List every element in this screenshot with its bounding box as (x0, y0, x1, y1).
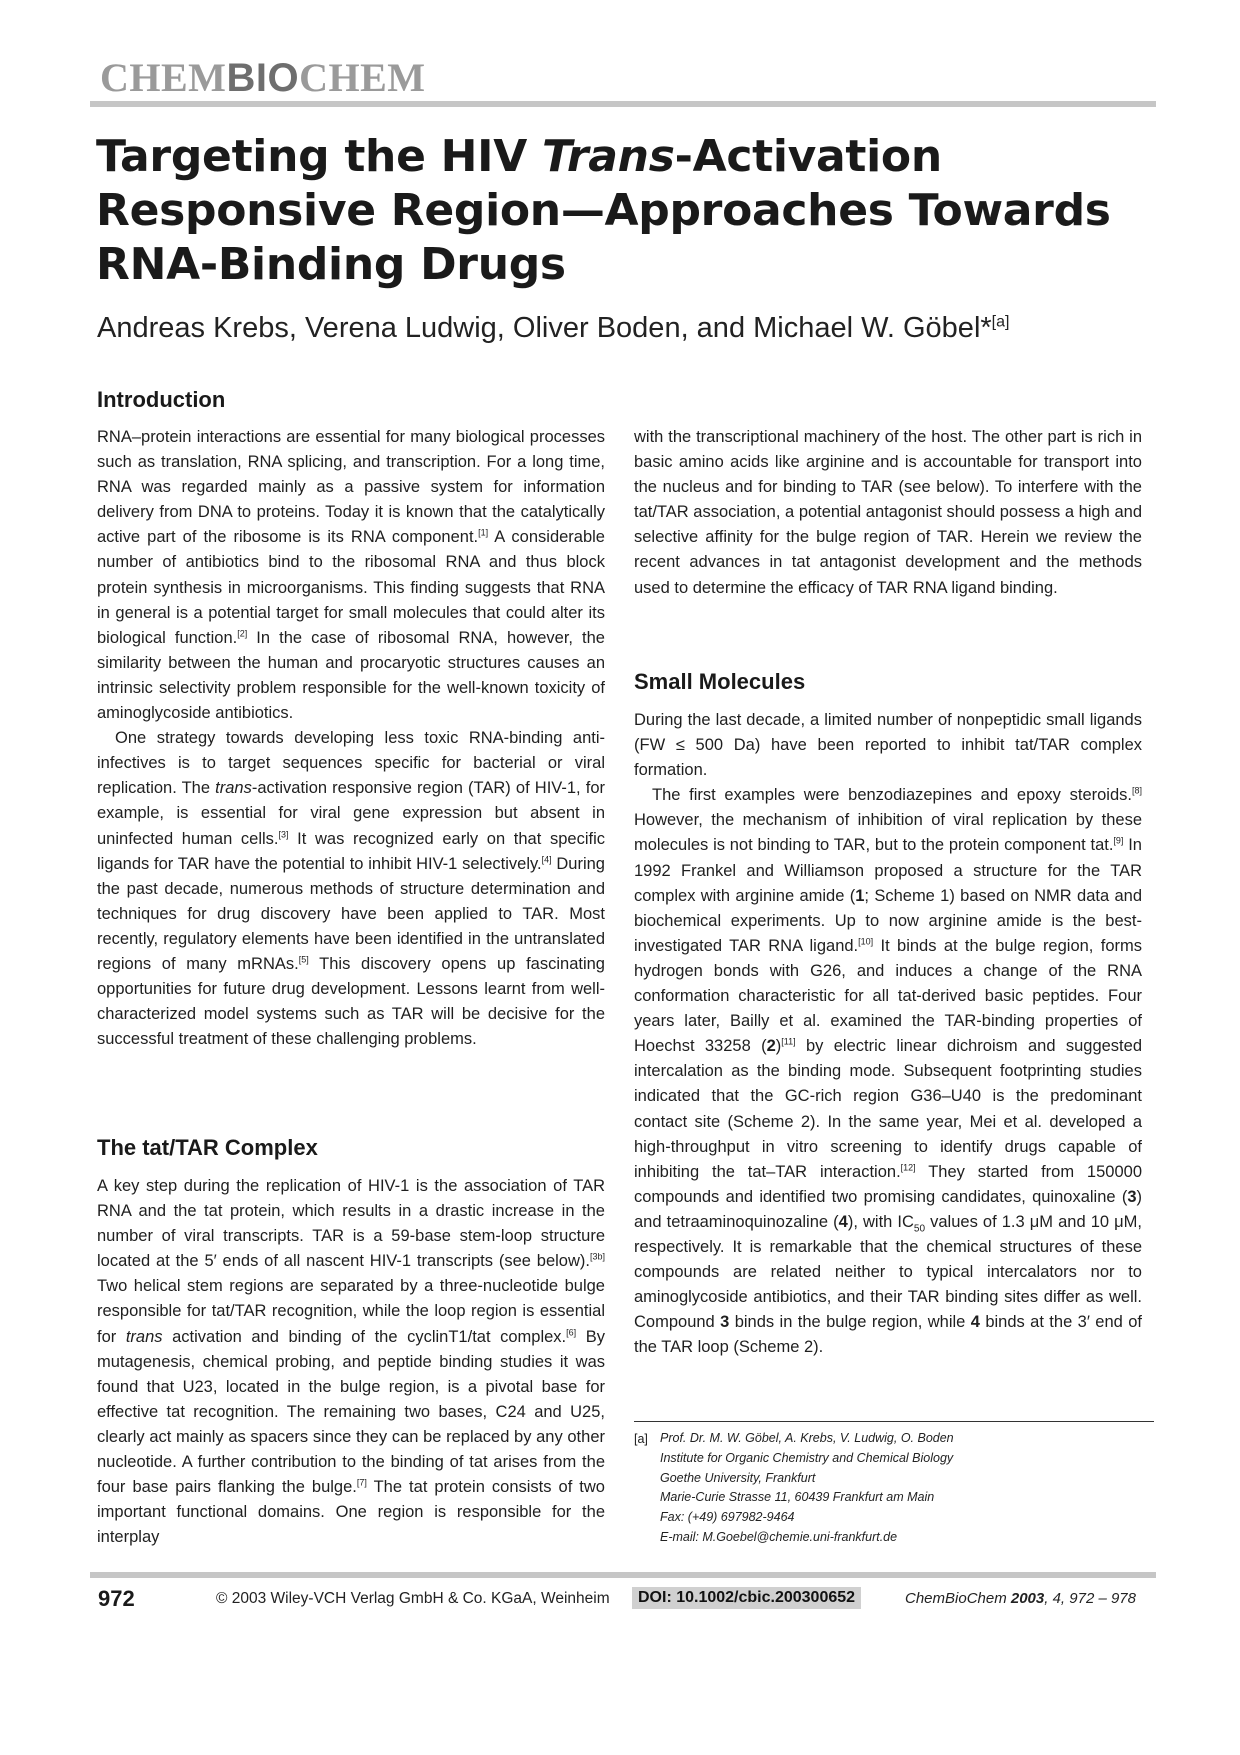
tat-paragraph-1-continued: with the transcriptional machinery of the host. The other part is rich in basic amino acids like arginine and is accountable for transport into the nucleus and for binding to TAR (see below). To interfere with the tat/TAR association, a potential antagonist should possess a high and selective affinity for the bulge region of TAR. Herein we review the recent advances in tat antagonist development and the methods used to determine the efficacy of TAR RNA ligand binding. (634, 428, 1142, 597)
text-run: RNA–protein interactions are essential for many biological processes such as translation, RNA splicing, and transcription. For a long time, RNA was regarded mainly as a passive system for information delivery from DNA to proteins. Today it is known that the catalytically active part of the ribosome is its RNA component. (97, 428, 605, 547)
text-run: binds in the bulge region, while (729, 1313, 971, 1332)
affiliation-mark: [a] (991, 313, 1010, 331)
subscript: 50 (913, 1223, 926, 1235)
author-list (97, 310, 1009, 346)
doi-badge[interactable]: DOI: 10.1002/cbic.200300652 (632, 1587, 861, 1609)
citation-ref: [9] (1113, 835, 1124, 846)
citation-volume-pages: , 4, 972 – 978 (1044, 1590, 1136, 1607)
left-column (97, 425, 605, 1052)
text-run: The tat protein consists of two important functional domains. One region is responsible for the interplay (97, 1478, 605, 1547)
journal-citation (905, 1590, 1136, 1607)
page-number: 972 (98, 1586, 135, 1611)
right-column (634, 425, 1142, 601)
text-run: A considerable number of antibiotics bind to the ribosomal RNA and thus block protein synthesis in microorganisms. This finding suggests that RNA in general is a potential target for small molecules that could alter its biological function. (97, 528, 605, 647)
citation-ref: [4] (541, 854, 552, 865)
text-run: by electric linear dichroism and suggested intercalation as the binding mode. Subsequent footprinting studies indicated that the GC-rich region G36–U40 is the predominant contact site (Scheme 2). In the same year, Mei et al. developed a high-throughput in vitro screening to identify drugs capable of inhibiting the tat–TAR interaction. (634, 1037, 1142, 1181)
journal-name-suffix: CHEM (299, 55, 426, 100)
sm-paragraph-1: During the last decade, a limited number of nonpeptidic small ligands (FW ≤ 500 Da) have been reported to inhibit tat/TAR complex formation. (634, 711, 1142, 780)
text-run: It binds at the bulge region, forms hydrogen bonds with G26, and induces a change of the RNA conformation characteristic for all tat-derived basic peptides. Four years later, Bailly et al. examined the TAR-binding properties of Hoechst 33258 ( (634, 936, 1142, 1056)
footnote-affiliation (660, 1429, 954, 1548)
text-run: ) and tetraaminoquinozaline ( (634, 1187, 1142, 1231)
text-run: ), with IC (847, 1212, 914, 1231)
article-title-part1: Targeting the HIV (96, 131, 543, 182)
text-run: The first examples were benzodiazepines and epoxy steroids. (652, 786, 1132, 805)
right-column-lower (634, 708, 1142, 1360)
intro-paragraph-2 (97, 726, 605, 1052)
footer-rule (90, 1572, 1156, 1578)
text-run: ; Scheme 1) based on NMR data and biochemical experiments. Up to now arginine amide is the best-investigated TAR RNA ligand. (634, 886, 1143, 955)
citation-ref: [12] (900, 1162, 916, 1173)
footnote-line: Fax: (+49) 697982-9464 (660, 1510, 795, 1525)
citation-journal: ChemBioChem (905, 1590, 1011, 1607)
compound-number: 4 (838, 1212, 848, 1231)
text-run: However, the mechanism of inhibition of viral replication by these molecules is not binding to TAR, but to the protein component tat. (634, 811, 1142, 855)
citation-ref: [8] (1131, 785, 1142, 796)
footnote-mark: [a] (634, 1432, 648, 1446)
header-rule (90, 101, 1156, 107)
compound-number: 1 (855, 886, 865, 905)
footnote-line: Institute for Organic Chemistry and Chemical Biology (660, 1450, 954, 1465)
citation-ref: [7] (356, 1477, 367, 1488)
citation-ref: [10] (858, 936, 874, 947)
citation-year: 2003 (1010, 1590, 1045, 1607)
footnote-line: Marie-Curie Strasse 11, 60439 Frankfurt am Main (660, 1490, 935, 1505)
text-run: This discovery opens up fascinating opportunities for future drug development. Lessons learnt from well-characterized model systems such as TAR will be decisive for the successful treatment of these challenging problems. (97, 954, 605, 1049)
compound-number: 3 (720, 1313, 730, 1332)
journal-name-prefix: CHEM (100, 55, 227, 100)
heading-small-molecules: Small Molecules (634, 669, 806, 694)
compound-number: 4 (970, 1313, 980, 1332)
text-run: It was recognized early on that specific ligands for TAR have the potential to inhibit HIV-1 selectively. (97, 829, 605, 873)
footnote-email: E-mail: M.Goebel@chemie.uni-frankfurt.de (660, 1529, 898, 1544)
text-run: A key step during the replication of HIV-1 is the association of TAR RNA and the tat protein, which results in a drastic increase in the number of viral transcripts. TAR is a 59-base stem-loop structure located at the 5′ ends of all nascent HIV-1 transcripts (see below). (97, 1177, 605, 1271)
journal-name-middle: BIO (226, 56, 300, 100)
journal-name (100, 55, 426, 100)
article-title-italic: Trans (542, 131, 675, 182)
citation-ref: [6] (566, 1327, 577, 1338)
left-column-lower (97, 1174, 605, 1550)
text-italic: trans (215, 779, 252, 798)
citation-ref: [1] (478, 527, 489, 538)
text-run: One strategy towards developing less toxic RNA-binding antiinfectives is to target sequences specific for bacterial or viral replication. The (97, 729, 605, 798)
citation-ref: [2] (237, 628, 248, 639)
footnote-line: Goethe University, Frankfurt (660, 1470, 816, 1485)
text-run: ) (775, 1037, 782, 1056)
text-run: Two helical stem regions are separated by a three-nucleotide bulge responsible for tat/TAR recognition, while the loop region is essential for (97, 1277, 605, 1346)
author-names: Andreas Krebs, Verena Ludwig, Oliver Boden, and Michael W. Göbel* (97, 312, 992, 344)
compound-number: 3 (1127, 1187, 1137, 1206)
tat-paragraph-1 (97, 1174, 605, 1550)
citation-ref: [3] (278, 829, 289, 839)
text-run: They started from 150000 compounds and identified two promising candidates, quinoxaline ( (634, 1162, 1142, 1206)
compound-number: 2 (766, 1037, 776, 1056)
footnote-rule (634, 1421, 1154, 1422)
copyright-notice: © 2003 Wiley-VCH Verlag GmbH & Co. KGaA, Weinheim (216, 1590, 610, 1607)
sm-paragraph-2 (634, 783, 1142, 1360)
text-run: In the case of ribosomal RNA, however, the similarity between the human and procaryotic structures causes an intrinsic selectivity problem responsible for the well-known toxicity of aminoglycoside antibiotics. (97, 628, 605, 723)
citation-ref: [3b] (589, 1251, 605, 1262)
text-italic: trans (125, 1327, 163, 1346)
citation-ref: [11] (781, 1036, 796, 1047)
footnote-line: Prof. Dr. M. W. Göbel, A. Krebs, V. Ludwig, O. Boden (660, 1431, 954, 1445)
text-run: In 1992 Frankel and Williamson proposed a structure for the TAR complex with arginine amide ( (634, 836, 1142, 905)
text-run: By mutagenesis, chemical probing, and peptide binding studies it was found that U23, located in the bulge region, is a pivotal base for effective tat recognition. The remaining two bases, C24 and U25, clearly act mainly as spacers since they can be replaced by any other nucleotide. A further contribution to the binding of tat arises from the four base pairs flanking the bulge. (97, 1327, 605, 1497)
text-run: activation and binding of the cyclinT1/tat complex. (162, 1327, 567, 1346)
text-run: -activation responsive region (TAR) of HIV-1, for example, is essential for viral gene expression but absent in uninfected human cells. (97, 779, 605, 848)
heading-tat-tar-complex: The tat/TAR Complex (97, 1135, 318, 1160)
text-run: During the past decade, numerous methods of structure determination and techniques for drug discovery have been applied to TAR. Most recently, regulatory elements have been identified in the untranslated regions of many mRNAs. (97, 854, 605, 973)
citation-ref: [5] (298, 954, 309, 965)
article-title-part2: -Activation Responsive Region—Approaches Towards RNA-Binding Drugs (96, 131, 1111, 290)
intro-paragraph-1 (97, 425, 605, 726)
text-run: binds at the 3′ end of the TAR loop (Scheme 2). (634, 1313, 1142, 1357)
text-run: values of 1.3 μM and 10 μM, respectively. It is remarkable that the chemical structures of these compounds are related neither to typical intercalators nor to aminoglycoside antibiotics, and their TAR binding sites differ as well. Compound (634, 1212, 1142, 1332)
article-title (96, 130, 1176, 292)
heading-introduction: Introduction (97, 387, 226, 412)
